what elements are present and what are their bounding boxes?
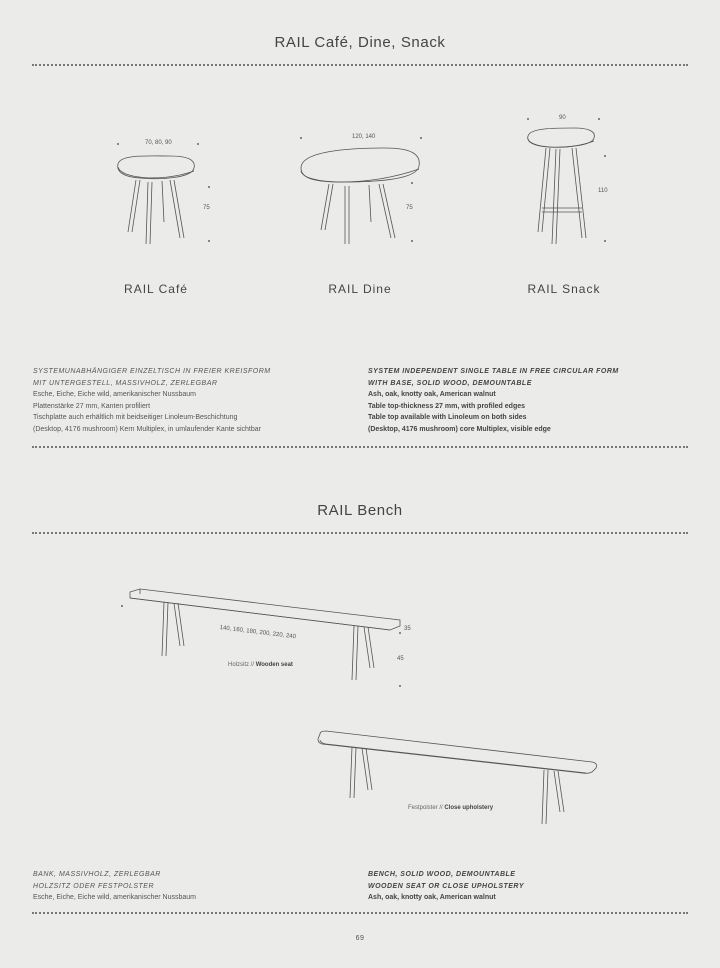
divider bbox=[32, 912, 688, 914]
dim-marker bbox=[411, 240, 413, 242]
desc-line: MIT UNTERGESTELL, MASSIVHOLZ, ZERLEGBAR bbox=[33, 379, 218, 387]
desc-line: HOLZSITZ ODER FESTPOLSTER bbox=[33, 882, 155, 890]
bench-length-dim: 140, 160, 180, 200, 220, 240 bbox=[219, 625, 297, 641]
snack-width-dim: 90 bbox=[559, 115, 566, 121]
cafe-height-dim: 75 bbox=[203, 205, 210, 211]
bench-thickness-dim: 35 bbox=[404, 626, 411, 632]
caption-en: Close upholstery bbox=[444, 805, 494, 811]
desc-line: BENCH, SOLID WOOD, DEMOUNTABLE bbox=[368, 871, 516, 878]
bench-height-dim: 45 bbox=[397, 656, 404, 662]
dine-table-drawing bbox=[295, 144, 425, 254]
cafe-width-dim: 70, 80, 90 bbox=[145, 140, 172, 146]
desc-line: SYSTEMUNABHÄNGIGER EINZELTISCH IN FREIER KREISFORM bbox=[33, 368, 271, 375]
bench-description-de bbox=[33, 869, 196, 904]
dim-marker bbox=[300, 137, 302, 139]
dine-label: RAIL Dine bbox=[328, 282, 392, 296]
page-number: 69 bbox=[355, 935, 365, 942]
desc-line: Ash, oak, knotty oak, American walnut bbox=[368, 391, 496, 399]
divider bbox=[32, 446, 688, 448]
section-title-bench: RAIL Bench bbox=[317, 502, 403, 519]
desc-line: SYSTEM INDEPENDENT SINGLE TABLE IN FREE CIRCULAR FORM bbox=[368, 368, 619, 375]
bench-caption-wooden bbox=[228, 662, 293, 668]
caption-de: Holzsitz // bbox=[228, 662, 255, 668]
caption-de: Festpolster // bbox=[408, 805, 443, 811]
desc-line: WITH BASE, SOLID WOOD, DEMOUNTABLE bbox=[368, 379, 532, 387]
dim-marker bbox=[208, 186, 210, 188]
bench-description-en bbox=[368, 869, 524, 904]
divider bbox=[32, 532, 688, 534]
desc-line: Esche, Eiche, Eiche wild, amerikanischer Nussbaum bbox=[33, 391, 197, 399]
dim-marker bbox=[604, 155, 606, 157]
desc-line: Ash, oak, knotty oak, American walnut bbox=[368, 894, 496, 902]
desc-line: Table top-thickness 27 mm, with profiled edges bbox=[368, 402, 526, 410]
bench-caption-upholstered bbox=[408, 805, 493, 811]
snack-height-dim: 110 bbox=[598, 188, 608, 194]
tables-description-en bbox=[368, 366, 619, 436]
bench-upholstered-drawing bbox=[316, 730, 606, 830]
cafe-label: RAIL Café bbox=[124, 282, 188, 296]
dim-marker bbox=[121, 605, 123, 607]
desc-line: (Desktop, 4176 mushroom) core Multiplex, visible edge bbox=[368, 425, 551, 433]
dim-marker bbox=[420, 137, 422, 139]
desc-line: BANK, MASSIVHOLZ, ZERLEGBAR bbox=[33, 871, 161, 878]
desc-line: Table top available with Linoleum on both sides bbox=[368, 414, 527, 422]
dine-height-dim: 75 bbox=[406, 205, 413, 211]
section-title-tables: RAIL Café, Dine, Snack bbox=[274, 34, 446, 51]
dim-marker bbox=[197, 143, 199, 145]
cafe-table-drawing bbox=[110, 150, 210, 250]
dim-marker bbox=[527, 118, 529, 120]
desc-line: (Desktop, 4176 mushroom) Kern Multiplex, in umlaufender Kante sichtbar bbox=[33, 425, 261, 433]
bench-wooden-drawing bbox=[128, 588, 418, 688]
dim-marker bbox=[598, 118, 600, 120]
desc-line: WOODEN SEAT OR CLOSE UPHOLSTERY bbox=[368, 882, 525, 890]
dim-marker bbox=[117, 143, 119, 145]
dim-marker bbox=[208, 240, 210, 242]
dim-marker bbox=[399, 685, 401, 687]
dim-marker bbox=[604, 240, 606, 242]
desc-line: Esche, Eiche, Eiche wild, amerikanischer Nussbaum bbox=[33, 894, 197, 902]
dim-marker bbox=[399, 632, 401, 634]
divider bbox=[32, 64, 688, 66]
snack-label: RAIL Snack bbox=[527, 282, 601, 296]
dim-marker bbox=[411, 182, 413, 184]
caption-en: Wooden seat bbox=[255, 662, 293, 668]
desc-line: Tischplatte auch erhältlich mit beidseitiger Linoleum-Beschichtung bbox=[33, 414, 238, 422]
dine-width-dim: 120, 140 bbox=[352, 134, 376, 140]
snack-table-drawing bbox=[524, 126, 604, 246]
tables-description-de bbox=[33, 366, 271, 436]
desc-line: Plattenstärke 27 mm, Kanten profiliert bbox=[33, 402, 151, 410]
